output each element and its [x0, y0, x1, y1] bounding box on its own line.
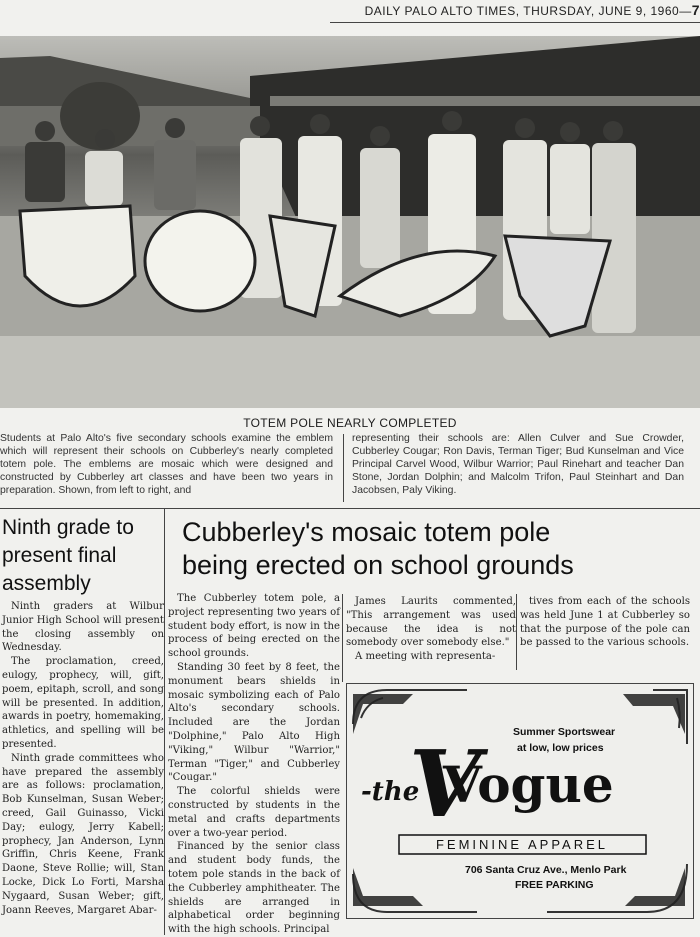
ad-the: -the	[361, 777, 420, 807]
paragraph: Ninth grade committees who have prepared the assembly are as follows: proclamation, Bob Kunselman, Susan Weber; creed, Gail Guinasso, Vicki Day; eulogy, Jerry Kabell; prophecy, Jan Anderson, Lynn Griffin, Chris Keene, Frank Daone, Steve Rollie; will, Stan Locke, Dick Lo Forti, Marsha Nygaard, Susan Weber; gift, Joann Reeves, Margaret Abar-	[2, 752, 164, 916]
paragraph: The Cubberley totem pole, a project representing two years of student body effort, is now in the process of being erected on the school grounds.	[168, 593, 340, 660]
photo-caption-left: Students at Palo Alto's five secondary schools examine the emblem which will represent their schools on Cubberley's nearly completed totem pole. The emblems are mosaic which were designed and constructed by Cubberley art classes and have been two years in preparation. Shown, from left to right, and	[0, 433, 333, 496]
photo-illustration	[0, 36, 700, 408]
ad-tag-line2: at low, low prices	[517, 742, 604, 754]
paragraph: tives from each of the schools was held June 1 at Cubberley so that the purpose of the pole can be passed to the various schools.	[520, 596, 690, 649]
totem-article-col1	[168, 592, 340, 937]
column-divider	[516, 594, 517, 670]
paragraph: Ninth graders at Wilbur Junior High School will present the closing assembly on Wednesday.	[2, 601, 164, 654]
svg-text:V: V	[409, 730, 481, 838]
totem-article-col3	[520, 595, 690, 650]
ninth-grade-article	[2, 600, 164, 917]
masthead-paper: DAILY PALO ALTO TIMES, THURSDAY, JUNE 9, 1960	[364, 4, 680, 18]
ad-parking: FREE PARKING	[515, 879, 594, 891]
totem-article-col2	[346, 595, 516, 664]
ad-illustration	[347, 684, 693, 918]
ad-subtitle: FEMININE APPAREL	[435, 837, 609, 852]
page-number: 7	[691, 2, 700, 18]
masthead: DAILY PALO ALTO TIMES, THURSDAY, JUNE 9, 1960—7	[364, 2, 700, 18]
photo-caption-right: representing their schools are: Allen Culver and Sue Crowder, Cubberley Cougar; Ron Davis, Terman Tiger; Bud Kunselman and Vice Principal Carvel Wood, Wilbur Warrior; Paul Rinehart and teacher Dan Stone, Jordan Dolphin; and Malcolm Trifon, Paul Steinhart and Dan Jacobsen, Paly Viking.	[352, 433, 684, 496]
paragraph: Standing 30 feet by 8 feet, the monument bears shields in mosaic symbolizing each of Palo Alto's secondary schools. Included are the Jordan "Dolphine," Palo Alto High "Viking," Wilbur "Warrior," Terman "Tiger," and Cubberley "Cougar."	[168, 661, 340, 784]
ninth-grade-headline: Ninth grade to present final assembly	[2, 516, 134, 595]
section-rule	[0, 508, 700, 509]
totem-headline: Cubberley's mosaic totem pole being erected on school grounds	[182, 517, 574, 580]
paragraph: The colorful shields were constructed by students in the metal and crafts departments over a two-year period.	[168, 786, 340, 839]
ad-address: 706 Santa Cruz Ave., Menlo Park	[465, 864, 627, 876]
paragraph: A meeting with representa-	[355, 651, 496, 663]
vogue-advertisement	[346, 683, 694, 919]
caption-divider	[343, 434, 344, 502]
column-divider	[342, 594, 343, 682]
paragraph: James Laurits commented, "This arrangement was used because the idea is not somebody over somebody else."	[346, 596, 516, 649]
ad-brand: Vogue	[443, 755, 614, 814]
column-divider	[164, 508, 165, 935]
paragraph: The proclamation, creed, eulogy, prophecy, will, gift, poem, epitaph, scroll, and song will be presented. In addition, awards in poetry, homemaking, athletics, and spelling will be presented.	[2, 656, 164, 750]
paragraph: Financed by the senior class and student body funds, the totem pole stands in the back of the Cubberley amphitheater. The shields are arranged in alphabetical order beginning with the high schools. Principal	[168, 841, 340, 936]
photo	[0, 36, 700, 408]
masthead-rule	[330, 22, 700, 23]
photo-caption-head: TOTEM POLE NEARLY COMPLETED	[243, 416, 457, 430]
ad-tag-line1: Summer Sportswear	[513, 726, 616, 738]
